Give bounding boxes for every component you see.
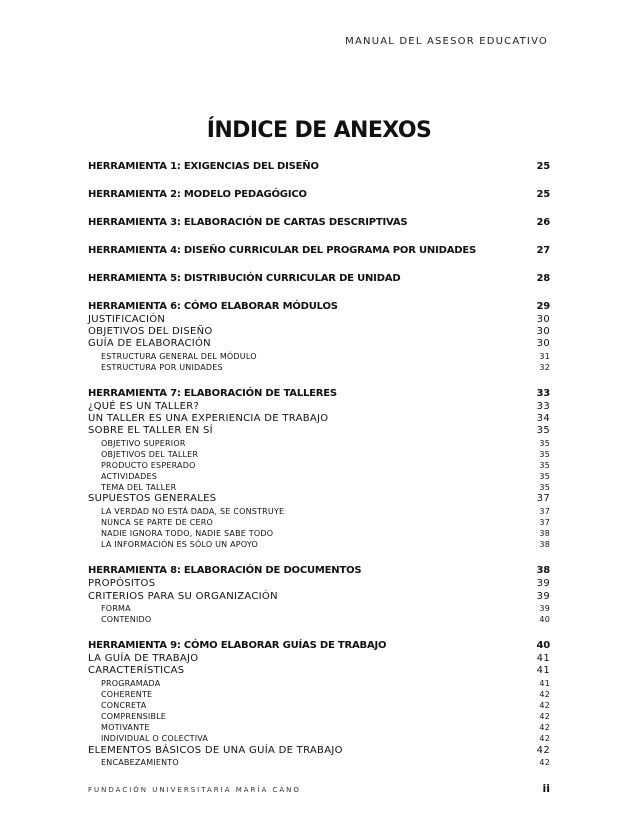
toc-subentry bbox=[88, 614, 550, 625]
toc-section-heading bbox=[88, 272, 550, 286]
toc-entry-label: CONTENIDO bbox=[101, 614, 152, 624]
toc-page-number: 37 bbox=[536, 493, 550, 505]
toc-page-number: 39 bbox=[536, 590, 550, 602]
toc-subentry bbox=[88, 757, 550, 768]
toc-page-number: 42 bbox=[536, 744, 550, 756]
toc-subentry bbox=[88, 506, 550, 517]
toc-subentry bbox=[88, 722, 550, 733]
toc-entry-label: UN TALLER ES UNA EXPERIENCIA DE TRABAJO bbox=[88, 413, 329, 425]
toc-page-number: 42 bbox=[539, 734, 550, 744]
toc-entry-label: COHERENTE bbox=[101, 689, 153, 699]
page-title: ÍNDICE DE ANEXOS bbox=[206, 118, 432, 143]
toc-page-number: 35 bbox=[539, 438, 550, 448]
toc-subentry bbox=[88, 700, 550, 711]
toc-subentry bbox=[88, 517, 550, 528]
toc-subentry bbox=[88, 689, 550, 700]
toc-entry-label: CARACTERÍSTICAS bbox=[88, 665, 185, 677]
toc-entry bbox=[88, 425, 550, 437]
toc-page-number: 39 bbox=[536, 578, 550, 590]
toc-section-heading bbox=[88, 564, 550, 578]
toc-section-heading bbox=[88, 387, 550, 401]
toc-page-number: 26 bbox=[536, 217, 550, 228]
toc-subentry bbox=[88, 482, 550, 493]
toc-entry-label: NUNCA SE PARTE DE CERO bbox=[101, 517, 214, 527]
toc-page-number: 38 bbox=[536, 565, 550, 577]
toc-page-number: 34 bbox=[536, 413, 550, 425]
toc-entry bbox=[88, 591, 550, 603]
toc-page-number: 35 bbox=[539, 460, 550, 470]
toc-entry-label: FORMA bbox=[101, 603, 131, 613]
toc-page-number: 38 bbox=[539, 540, 550, 550]
toc-entry bbox=[88, 653, 550, 665]
toc-page-number: 33 bbox=[536, 387, 550, 399]
toc-page-number: 25 bbox=[536, 161, 550, 172]
toc-subentry bbox=[88, 603, 550, 614]
toc-subentry bbox=[88, 362, 550, 373]
toc-entry bbox=[88, 665, 550, 677]
toc-entry-label: PRODUCTO ESPERADO bbox=[101, 460, 196, 470]
table-of-contents bbox=[88, 160, 550, 768]
toc-entry-label: TEMA DEL TALLER bbox=[101, 483, 177, 493]
toc-page-number: 31 bbox=[539, 351, 550, 361]
toc-subentry bbox=[88, 528, 550, 539]
toc-page-number: 27 bbox=[536, 245, 550, 256]
toc-page-number: 35 bbox=[539, 483, 550, 493]
toc-page-number: 30 bbox=[536, 314, 550, 325]
toc-page-number: 33 bbox=[536, 400, 550, 412]
toc-entry-label: SUPUESTOS GENERALES bbox=[88, 493, 217, 505]
toc-subentry bbox=[88, 449, 550, 460]
toc-page-number: 25 bbox=[536, 189, 550, 200]
toc-page-number: 42 bbox=[539, 700, 550, 710]
toc-page-number: 40 bbox=[539, 614, 550, 624]
toc-page-number: 29 bbox=[536, 301, 550, 312]
toc-entry-label: MOTIVANTE bbox=[101, 723, 150, 733]
toc-page-number: 30 bbox=[536, 338, 550, 350]
toc-entry-label: HERRAMIENTA 6: CÓMO ELABORAR MÓDULOS bbox=[88, 301, 338, 312]
toc-subentry bbox=[88, 678, 550, 689]
toc-entry-label: ELEMENTOS BÁSICOS DE UNA GUÍA DE TRABAJO bbox=[88, 744, 343, 756]
toc-entry-label: ESTRUCTURA POR UNIDADES bbox=[101, 362, 223, 372]
toc-entry-label: OBJETIVO SUPERIOR bbox=[101, 438, 186, 448]
toc-entry-label: JUSTIFICACIÓN bbox=[88, 314, 166, 325]
toc-entry bbox=[88, 338, 550, 350]
toc-entry-label: SOBRE EL TALLER EN SÍ bbox=[88, 425, 213, 437]
toc-page-number: 39 bbox=[539, 603, 550, 613]
toc-entry-label: OBJETIVOS DEL DISEÑO bbox=[88, 326, 213, 338]
toc-section-heading bbox=[88, 216, 550, 230]
toc-page-number: 41 bbox=[536, 653, 550, 665]
toc-entry-label: HERRAMIENTA 9: CÓMO ELABORAR GUÍAS DE TRABAJO bbox=[88, 640, 387, 652]
toc-entry bbox=[88, 413, 550, 425]
toc-entry-label: LA INFORMACIÓN ES SÓLO UN APOYO bbox=[101, 540, 259, 550]
toc-entry bbox=[88, 314, 550, 326]
page-footer bbox=[88, 782, 550, 795]
toc-entry-label: HERRAMIENTA 8: ELABORACIÓN DE DOCUMENTOS bbox=[88, 565, 362, 577]
toc-entry bbox=[88, 578, 550, 590]
toc-page-number: 35 bbox=[539, 449, 550, 459]
page-number: ii bbox=[542, 782, 550, 795]
toc-page-number: 42 bbox=[539, 689, 550, 699]
toc-entry-label: ENCABEZAMIENTO bbox=[101, 757, 179, 767]
running-header: MANUAL DEL ASESOR EDUCATIVO bbox=[345, 36, 548, 47]
footer-institution: FUNDACIÓN UNIVERSITARIA MARÍA CANO bbox=[88, 786, 301, 794]
toc-entry-label: GUÍA DE ELABORACIÓN bbox=[88, 338, 211, 350]
toc-entry bbox=[88, 401, 550, 413]
toc-entry-label: LA GUÍA DE TRABAJO bbox=[88, 653, 199, 665]
toc-page-number: 42 bbox=[539, 757, 550, 767]
toc-entry-label: LA VERDAD NO ESTÁ DADA, SE CONSTRUYE bbox=[101, 506, 285, 516]
toc-page-number: 30 bbox=[536, 326, 550, 338]
toc-entry-label: COMPRENSIBLE bbox=[101, 712, 167, 722]
toc-entry-label: NADIE IGNORA TODO, NADIE SABE TODO bbox=[101, 529, 274, 538]
toc-page-number: 40 bbox=[536, 640, 550, 652]
toc-entry-label: HERRAMIENTA 2: MODELO PEDAGÓGICO bbox=[88, 189, 307, 200]
toc-entry-label: PROGRAMADA bbox=[101, 678, 161, 688]
toc-entry-label: OBJETIVOS DEL TALLER bbox=[101, 449, 199, 459]
toc-entry bbox=[88, 745, 550, 757]
toc-page-number: 42 bbox=[539, 723, 550, 733]
toc-entry bbox=[88, 326, 550, 338]
toc-subentry bbox=[88, 438, 550, 449]
toc-page-number: 28 bbox=[536, 273, 550, 284]
toc-subentry bbox=[88, 733, 550, 744]
toc-entry-label: HERRAMIENTA 1: EXIGENCIAS DEL DISEÑO bbox=[88, 161, 319, 172]
toc-page-number: 38 bbox=[539, 529, 550, 538]
toc-entry-label: HERRAMIENTA 7: ELABORACIÓN DE TALLERES bbox=[88, 387, 337, 399]
toc-entry-label: HERRAMIENTA 3: ELABORACIÓN DE CARTAS DESCRIPTIVAS bbox=[88, 217, 408, 228]
toc-page-number: 32 bbox=[539, 362, 550, 372]
toc-section-heading bbox=[88, 160, 550, 174]
toc-entry bbox=[88, 493, 550, 505]
toc-entry-label: INDIVIDUAL O COLECTIVA bbox=[101, 734, 209, 744]
toc-page-number: 41 bbox=[536, 665, 550, 677]
toc-page-number: 41 bbox=[539, 678, 550, 688]
toc-entry-label: HERRAMIENTA 4: DISEÑO CURRICULAR DEL PROGRAMA POR UNIDADES bbox=[88, 245, 476, 256]
toc-section-heading bbox=[88, 244, 550, 258]
toc-entry-label: CRITERIOS PARA SU ORGANIZACIÓN bbox=[88, 590, 278, 602]
toc-subentry bbox=[88, 471, 550, 482]
toc-entry-label: ACTIVIDADES bbox=[101, 472, 157, 482]
toc-page-number: 37 bbox=[539, 506, 550, 516]
toc-page-number: 37 bbox=[539, 517, 550, 527]
toc-entry-label: ¿QUÉ ES UN TALLER? bbox=[88, 400, 200, 412]
toc-page-number: 42 bbox=[539, 712, 550, 722]
toc-subentry bbox=[88, 711, 550, 722]
toc-subentry bbox=[88, 351, 550, 362]
toc-entry-label: PROPÓSITOS bbox=[88, 578, 156, 590]
toc-section-heading bbox=[88, 188, 550, 202]
toc-subentry bbox=[88, 539, 550, 550]
toc-subentry bbox=[88, 460, 550, 471]
toc-page-number: 35 bbox=[539, 472, 550, 482]
toc-page-number: 35 bbox=[536, 425, 550, 437]
toc-entry-label: HERRAMIENTA 5: DISTRIBUCIÓN CURRICULAR DE UNIDAD bbox=[88, 273, 401, 284]
toc-section-heading bbox=[88, 300, 550, 314]
toc-entry-label: ESTRUCTURA GENERAL DEL MÓDULO bbox=[101, 351, 257, 361]
toc-entry-label: CONCRETA bbox=[101, 700, 147, 710]
toc-section-heading bbox=[88, 639, 550, 653]
